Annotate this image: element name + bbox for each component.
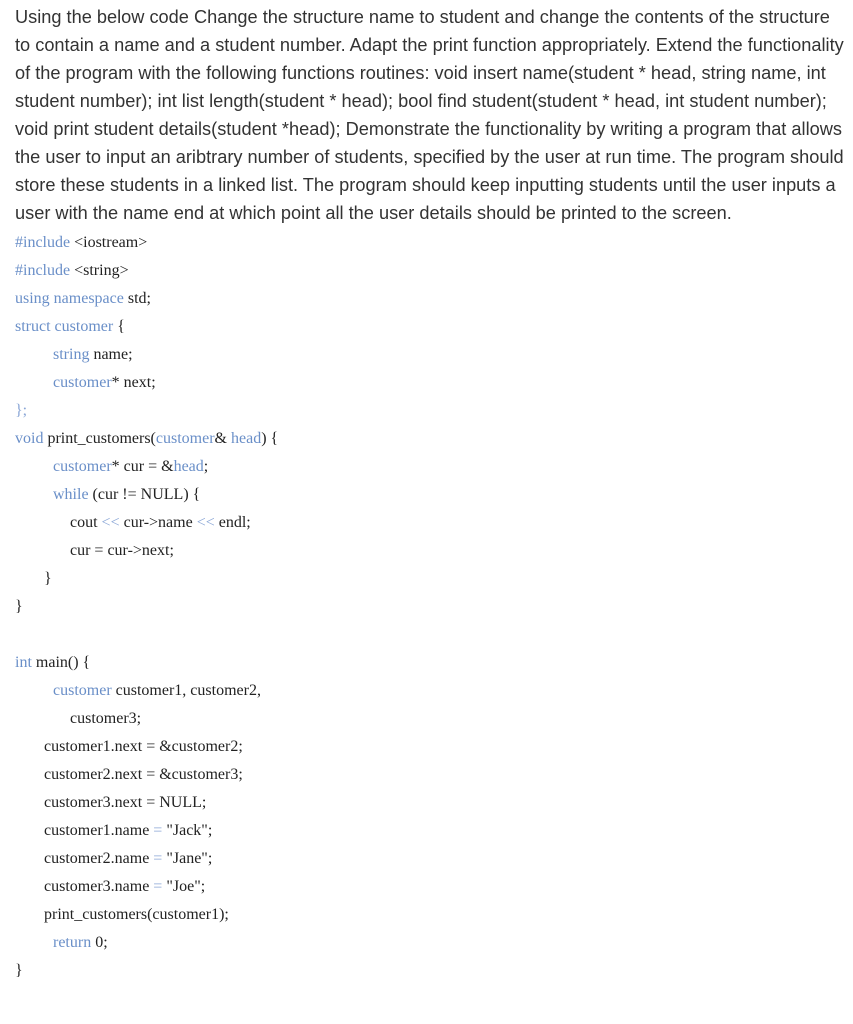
code-line (15, 957, 853, 985)
code-line (15, 229, 853, 257)
code-text: cur = cur->next; (70, 542, 174, 559)
code-operator: << (101, 514, 120, 531)
code-text: print_customers( (43, 430, 156, 447)
code-keyword: void (15, 430, 44, 447)
code-keyword: using namespace (15, 290, 124, 307)
code-text: customer3; (70, 710, 142, 727)
code-operator: = (153, 878, 163, 895)
code-text: print_customers(customer1); (44, 906, 229, 923)
code-line (15, 817, 853, 845)
code-keyword: customer (54, 318, 114, 335)
code-text: customer3.next = NULL; (44, 794, 207, 811)
code-text: 0; (91, 934, 108, 951)
code-text: } (15, 598, 23, 615)
code-text: customer1.next = &customer2; (44, 738, 243, 755)
code-line (15, 733, 853, 761)
code-text: & (214, 430, 231, 447)
code-line (15, 929, 853, 957)
code-blank-line (15, 621, 853, 649)
code-line (15, 593, 853, 621)
code-line (15, 789, 853, 817)
code-text: "Jack"; (162, 822, 213, 839)
code-text: customer2.name (44, 850, 154, 867)
code-line (15, 481, 853, 509)
code-operator: = (153, 822, 163, 839)
code-text: main() { (31, 654, 91, 671)
code-line (15, 509, 853, 537)
code-text: cur->name (119, 514, 197, 531)
code-keyword: while (53, 486, 89, 503)
code-line (15, 257, 853, 285)
code-text: customer1.name (44, 822, 154, 839)
code-line (15, 397, 853, 425)
code-text: cout (70, 514, 102, 531)
code-keyword: head (173, 458, 204, 475)
code-text: <string> (70, 262, 129, 279)
code-text: } (44, 570, 52, 587)
code-keyword: head (230, 430, 262, 447)
code-keyword: return (53, 934, 92, 951)
code-text: (cur != NULL) { (88, 486, 201, 503)
code-text: customer3.name (44, 878, 154, 895)
code-line (15, 649, 853, 677)
code-line (15, 537, 853, 565)
code-keyword: #include (15, 262, 71, 279)
code-line (15, 873, 853, 901)
code-text: } (15, 962, 23, 979)
code-keyword: struct (15, 318, 51, 335)
code-line (15, 565, 853, 593)
code-line (15, 285, 853, 313)
code-punctuation: }; (15, 402, 28, 419)
code-keyword: customer (53, 458, 112, 475)
code-text: { (113, 318, 125, 335)
code-keyword: customer (53, 682, 112, 699)
code-line (15, 369, 853, 397)
code-text: name; (89, 346, 133, 363)
code-line (15, 341, 853, 369)
code-text: ; (203, 458, 209, 475)
code-text: std; (123, 290, 151, 307)
code-line (15, 705, 853, 733)
code-text: "Joe"; (162, 878, 206, 895)
code-text: * next; (111, 374, 156, 391)
code-keyword: int (15, 654, 32, 671)
code-text: * cur = & (111, 458, 174, 475)
code-keyword: customer (53, 374, 112, 391)
code-keyword: string (53, 346, 90, 363)
question-prompt: Using the below code Change the structure name to student and change the contents of the structure to contain a name and a student number. Adapt the print function appropriately. Extend the functionality of the program with the following functions routines: void insert name(student * head, string name, int student number); int list length(student * head); bool find student(student * head, int student number); void print student details(student *head); Demonstrate the functionality by writing a program that allows the user to input an aribtrary number of students, specified by the user at run time. The program should store these students in a linked list. The program should keep inputting students until the user inputs a user with the name end at which point all the user details should be printed to the screen. (15, 7, 844, 223)
code-text: endl; (214, 514, 251, 531)
code-text: <iostream> (70, 234, 148, 251)
code-keyword: customer (155, 430, 215, 447)
code-line (15, 761, 853, 789)
code-keyword: #include (15, 234, 71, 251)
code-text: "Jane"; (162, 850, 213, 867)
code-line (15, 425, 853, 453)
code-block (15, 229, 853, 985)
code-text: customer1, customer2, (111, 682, 261, 699)
code-line (15, 845, 853, 873)
code-line (15, 453, 853, 481)
code-line (15, 901, 853, 929)
code-line (15, 677, 853, 705)
code-operator: = (153, 850, 163, 867)
code-text: customer2.next = &customer3; (44, 766, 243, 783)
code-line (15, 313, 853, 341)
code-operator: << (196, 514, 215, 531)
code-text: ) { (261, 430, 279, 447)
